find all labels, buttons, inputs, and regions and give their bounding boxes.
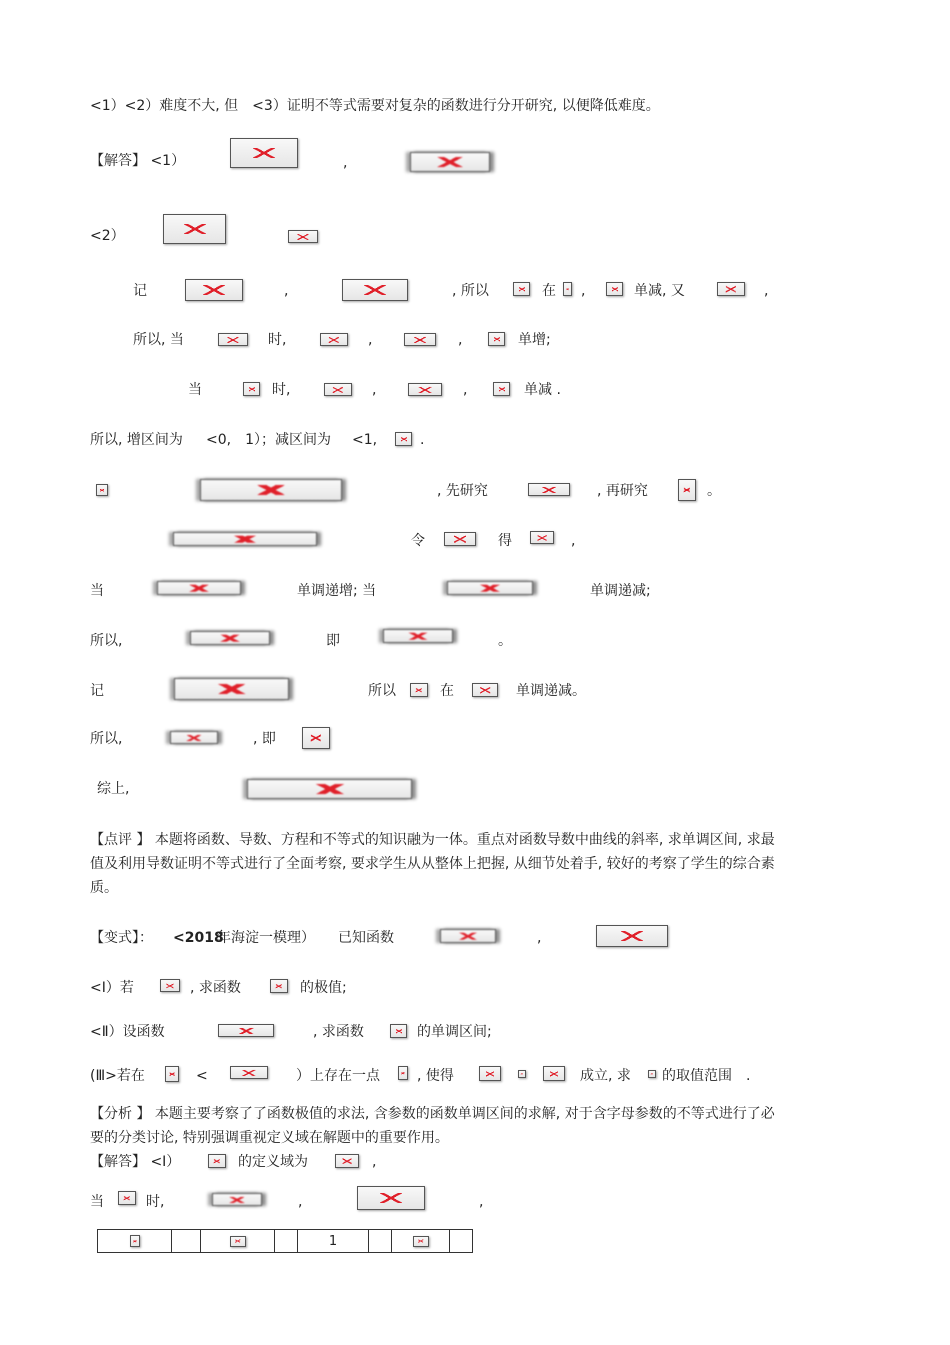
table-cell (172, 1230, 201, 1253)
formula-image (383, 629, 453, 643)
text: 的取值范围 . (662, 1068, 751, 1084)
formula-image (157, 581, 241, 595)
formula-image (163, 214, 226, 244)
formula-image (678, 479, 696, 501)
table-cell (201, 1230, 275, 1253)
formula-image (170, 731, 218, 744)
table-cell (98, 1230, 172, 1253)
formula-image (606, 282, 623, 296)
text: <1, (352, 432, 378, 448)
text: , (284, 283, 289, 299)
formula-image (530, 531, 554, 544)
table-value: 1 (328, 1233, 338, 1249)
text: , (298, 1194, 303, 1210)
text: , 所以 (452, 283, 489, 299)
formula-image (270, 979, 288, 993)
text: ）上存在一点 (296, 1068, 380, 1084)
formula-image (302, 727, 330, 749)
text: , (537, 930, 542, 946)
text: , 求函数 (190, 980, 241, 996)
text: 即 (326, 633, 340, 649)
formula-image (398, 1066, 408, 1080)
text: 的极值; (300, 980, 347, 996)
formula-image (357, 1186, 425, 1210)
text: 令 (411, 533, 425, 549)
text: , 求函数 (313, 1024, 364, 1040)
text: 年海淀一模理） (217, 930, 315, 946)
formula-image (230, 1236, 246, 1247)
formula-image (218, 333, 248, 346)
formula-image (118, 1191, 136, 1205)
formula-image (324, 383, 352, 396)
text: , 再研究 (597, 483, 648, 499)
text: 单减, 又 (634, 283, 685, 299)
text: 时, (268, 332, 287, 348)
text: 当 (90, 583, 104, 599)
text: < (196, 1068, 208, 1084)
text: <0, 1）；减区间为 (206, 432, 331, 448)
formula-image (160, 979, 180, 992)
text: <Ⅱ）设函数 (90, 1024, 165, 1040)
formula-image (404, 333, 436, 346)
text: 单调递增; 当 (297, 583, 377, 599)
formula-image (410, 152, 490, 172)
table-cell (392, 1230, 450, 1253)
text: 单调递减。 (516, 683, 586, 699)
formula-image (230, 138, 298, 168)
text: 所以 (368, 683, 396, 699)
formula-image (410, 683, 428, 697)
text: 成立, 求 (580, 1068, 631, 1084)
formula-image (543, 1066, 565, 1081)
table-cell (298, 1230, 369, 1253)
text: 的单调区间; (417, 1024, 492, 1040)
formula-image (440, 929, 496, 943)
text: 。 (707, 483, 721, 499)
text: . (420, 432, 425, 448)
text: <Ⅰ）若 (90, 980, 134, 996)
formula-image (493, 382, 510, 396)
text: (Ⅲ>若在 (90, 1068, 145, 1084)
table-cell (369, 1230, 392, 1253)
text: 所以, (90, 633, 123, 649)
text: 【变式】： (90, 930, 153, 946)
text: 在 (542, 283, 556, 299)
table-cell (275, 1230, 298, 1253)
formula-image (518, 1070, 526, 1078)
text: , 使得 (417, 1068, 454, 1084)
formula-image (190, 631, 270, 645)
text: , (458, 332, 463, 348)
sign-table (97, 1229, 473, 1253)
formula-image (320, 333, 348, 346)
text: 单减 . (524, 382, 561, 398)
text: , (581, 283, 586, 299)
text: 当 (188, 382, 202, 398)
formula-image (408, 383, 442, 396)
formula-image (444, 532, 476, 546)
formula-image (513, 282, 530, 296)
formula-image (130, 1235, 140, 1247)
formula-image (243, 382, 260, 396)
text: 当 (90, 1194, 104, 1210)
formula-image (96, 484, 108, 496)
formula-image (717, 282, 745, 296)
text: 记 (133, 283, 147, 299)
table-row (98, 1230, 473, 1253)
text: , (368, 332, 373, 348)
text: , (571, 533, 576, 549)
formula-image (488, 332, 505, 346)
formula-image (173, 532, 317, 546)
text: 所以, 当 (133, 332, 184, 348)
text: , (372, 1154, 377, 1170)
formula-image (185, 279, 243, 301)
formula-image (230, 1066, 268, 1079)
text: 单调递减; (590, 583, 651, 599)
formula-image (390, 1024, 407, 1038)
text: 【解答】 <Ⅰ） (90, 1154, 181, 1170)
formula-image (395, 432, 412, 446)
formula-image (447, 581, 533, 595)
formula-image (472, 683, 498, 697)
formula-image (342, 279, 408, 301)
text: , (479, 1194, 484, 1210)
formula-image (212, 1193, 262, 1206)
text: 在 (440, 683, 454, 699)
text: 记 (90, 683, 104, 699)
text: 综上, (97, 781, 130, 797)
formula-image (174, 678, 289, 700)
table-cell (450, 1230, 473, 1253)
solution-1-label: 【解答】 <1） (90, 153, 186, 169)
text: 。 (498, 633, 512, 649)
text: 得 (498, 533, 512, 549)
analysis-paragraph: 【分析 】 本题主要考察了了函数极值的求法, 含参数的函数单调区间的求解, 对于含字母参数的不等式进行了必要的分类讨论, 特别强调重视定义域在解题中的重要作用。 (90, 1106, 775, 1146)
comma: , (343, 155, 348, 171)
formula-image (528, 483, 570, 496)
formula-image (648, 1070, 656, 1078)
text: 已知函数 (338, 930, 394, 946)
formula-image (247, 779, 412, 799)
formula-image (218, 1024, 274, 1037)
formula-image (479, 1066, 501, 1081)
text: 所以, 增区间为 (90, 432, 183, 448)
formula-image (413, 1236, 429, 1247)
intro-line: <1）<2）难度不大, 但 <3）证明不等式需要对复杂的函数进行分开研究, 以便降低难度。 (90, 98, 660, 114)
formula-image (563, 282, 572, 296)
part-2-label: <2） (90, 228, 125, 244)
text: 时, (146, 1194, 165, 1210)
text: , (372, 382, 377, 398)
text: , 即 (253, 731, 276, 747)
formula-image (596, 925, 668, 947)
text: , (463, 382, 468, 398)
text: <2018 (173, 930, 224, 946)
formula-image (165, 1066, 179, 1082)
text: 的定义域为 (238, 1154, 308, 1170)
formula-image (335, 1154, 359, 1168)
formula-image (200, 479, 342, 501)
formula-image (208, 1154, 226, 1168)
text: 单增; (518, 332, 551, 348)
text: 所以, (90, 731, 123, 747)
comment-paragraph: 【点评 】 本题将函数、导数、方程和不等式的知识融为一体。重点对函数导数中曲线的斜率, 求单调区间, 求最值及利用导数证明不等式进行了全面考察, 要求学生从从整体上把握, 从细节处着手, 较好的考察了学生的综合素质。 (90, 832, 775, 896)
formula-image (288, 230, 318, 243)
text: , (764, 283, 769, 299)
text: 时, (272, 382, 291, 398)
text: , 先研究 (437, 483, 488, 499)
